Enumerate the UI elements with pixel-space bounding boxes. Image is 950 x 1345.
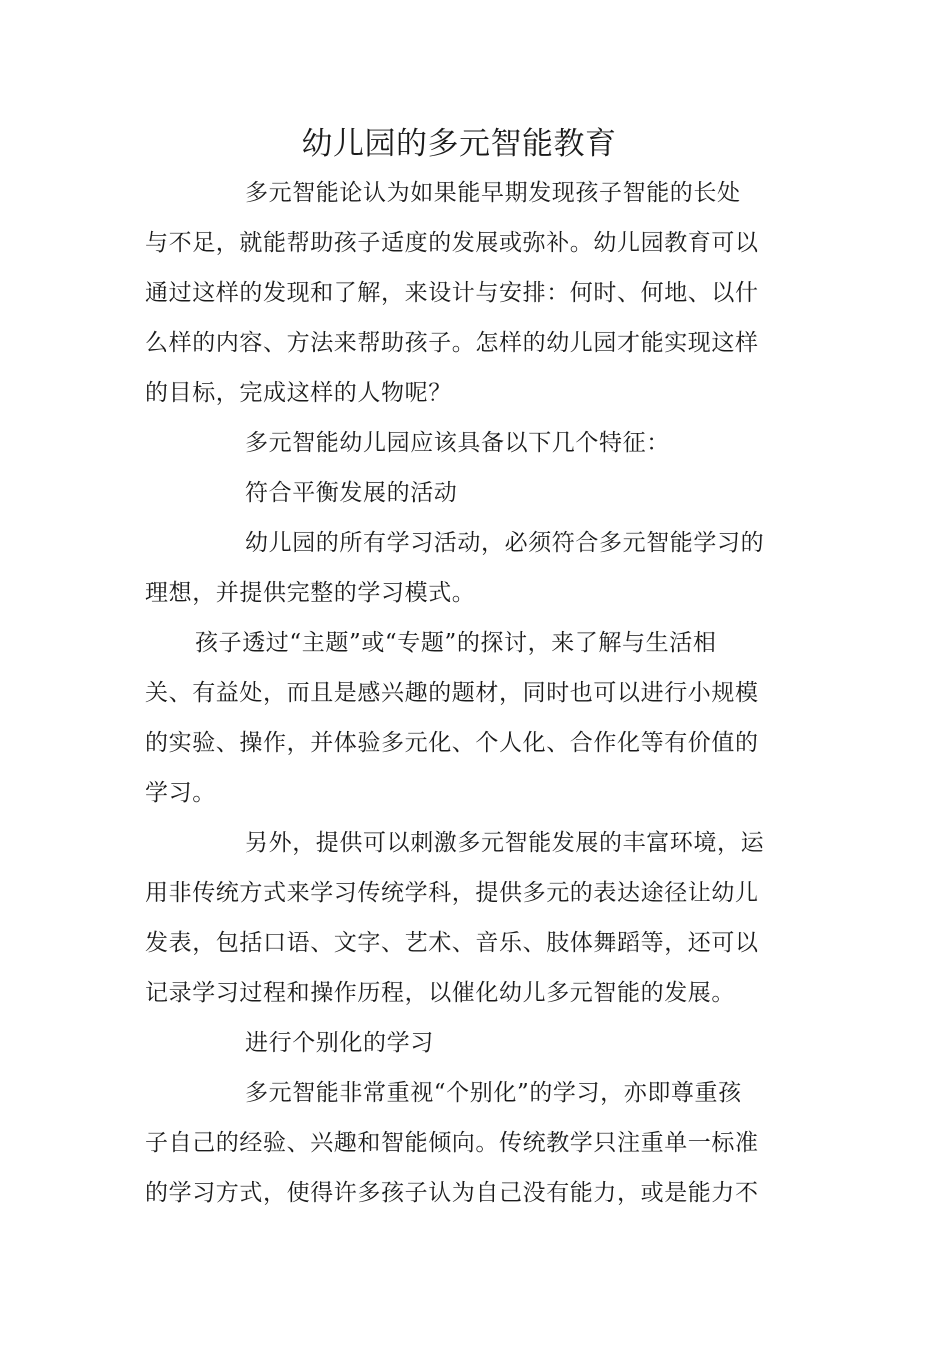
- section-heading: 进行个别化的学习: [245, 1030, 434, 1056]
- text-line: 的实验、操作，并体验多元化、个人化、合作化等有价值的: [145, 730, 759, 756]
- text-line: 另外，提供可以刺激多元智能发展的丰富环境，运: [245, 830, 765, 856]
- text-line: 学习。: [145, 780, 216, 806]
- text-line: 与不足，就能帮助孩子适度的发展或弥补。幼儿园教育可以: [145, 230, 759, 256]
- text-line: 子自己的经验、兴趣和智能倾向。传统教学只注重单一标准: [145, 1130, 759, 1156]
- text-line: 发表，包括口语、文字、艺术、音乐、肢体舞蹈等，还可以: [145, 930, 759, 956]
- text-line: 通过这样的发现和了解，来设计与安排：何时、何地、以什: [145, 280, 759, 306]
- text-line: 多元智能幼儿园应该具备以下几个特征：: [245, 430, 670, 456]
- text-line: 用非传统方式来学习传统学科，提供多元的表达途径让幼儿: [145, 880, 759, 906]
- text-line: 记录学习过程和操作历程，以催化幼儿多元智能的发展。: [145, 980, 735, 1006]
- text-line: 理想，并提供完整的学习模式。: [145, 580, 476, 606]
- text-line: 的学习方式，使得许多孩子认为自己没有能力，或是能力不: [145, 1180, 759, 1206]
- text-line: 的目标，完成这样的人物呢？: [145, 380, 452, 406]
- text-line: 孩子透过“主题”或“专题”的探讨，来了解与生活相: [195, 630, 717, 656]
- text-line: 幼儿园的所有学习活动，必须符合多元智能学习的: [245, 530, 765, 556]
- text-line: 关、有益处，而且是感兴趣的题材，同时也可以进行小规模: [145, 680, 759, 706]
- document-title: 幼儿园的多元智能教育: [301, 126, 617, 162]
- text-line: 多元智能论认为如果能早期发现孩子智能的长处: [245, 180, 741, 206]
- document-body: [145, 168, 765, 1218]
- section-heading: 符合平衡发展的活动: [245, 480, 458, 506]
- text-line: 多元智能非常重视“个别化”的学习，亦即尊重孩: [245, 1080, 742, 1106]
- text-line: 么样的内容、方法来帮助孩子。怎样的幼儿园才能实现这样: [145, 330, 759, 356]
